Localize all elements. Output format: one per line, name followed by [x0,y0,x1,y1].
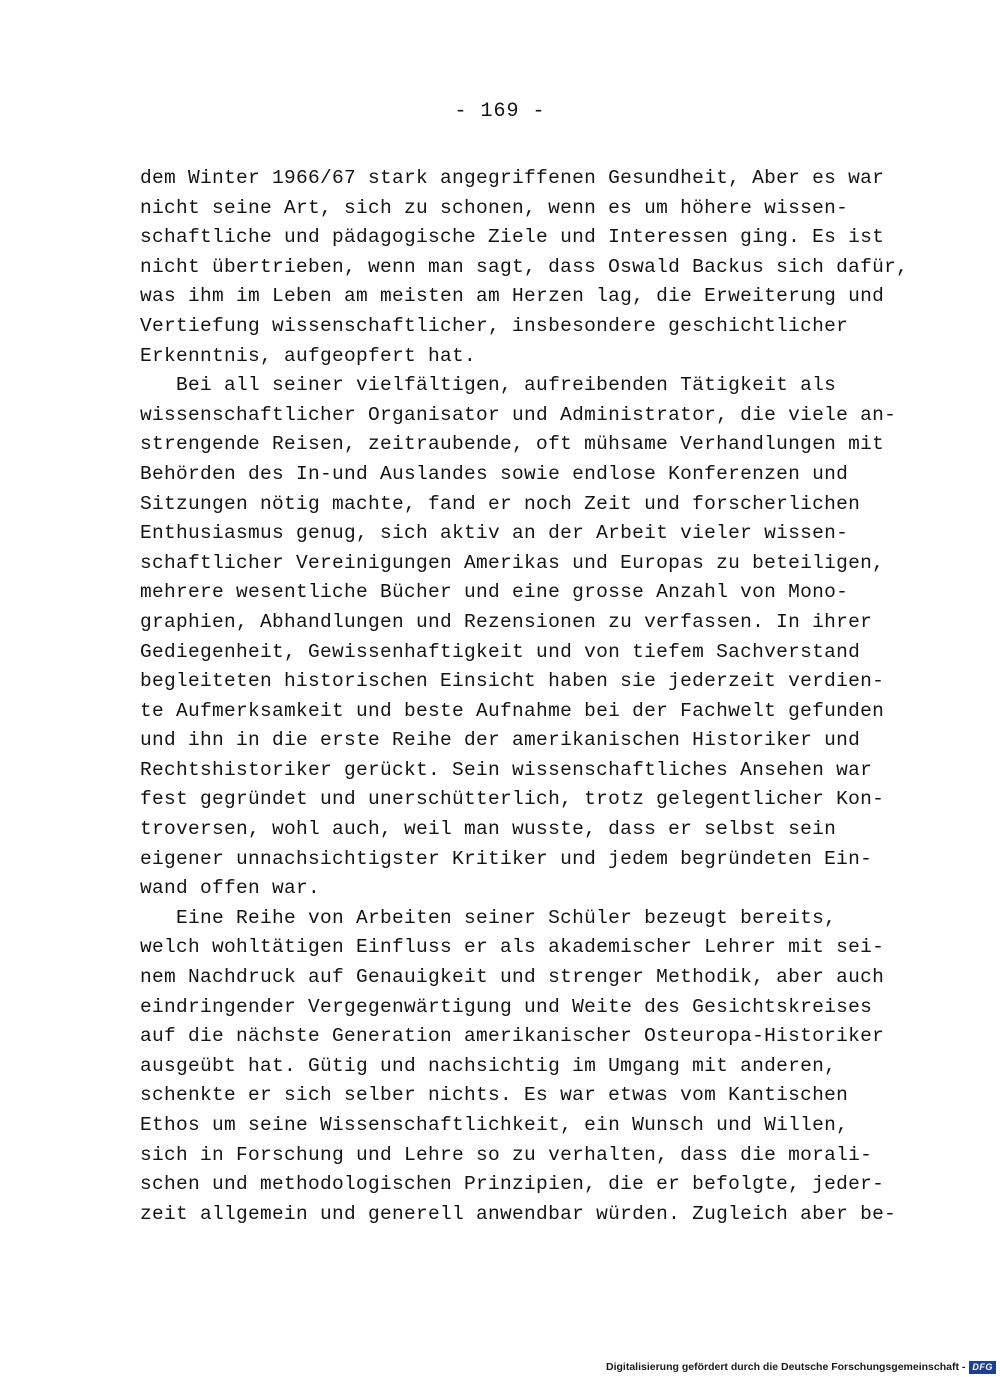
text-line: ausgeübt hat. Gütig und nachsichtig im Umgang mit anderen, [140,1054,837,1077]
text-line: zeit allgemein und generell anwendbar würden. Zugleich aber be- [140,1202,897,1225]
footer-text: Digitalisierung gefördert durch die Deutsche Forschungsgemeinschaft - [606,1361,966,1373]
text-line: schen und methodologischen Prinzipien, die er befolgte, jeder- [140,1173,885,1196]
text-line: und ihn in die erste Reihe der amerikanischen Historiker und [140,729,861,752]
text-line: eindringender Vergegenwärtigung und Weite des Gesichtskreises [140,995,873,1018]
text-line: te Aufmerksamkeit und beste Aufnahme bei der Fachwelt gefunden [140,699,885,722]
text-line: schenkte er sich selber nichts. Es war etwas vom Kantischen [140,1084,849,1107]
text-line: fest gegründet und unerschütterlich, trotz gelegentlicher Kon- [140,788,885,811]
text-line: Rechtshistoriker gerückt. Sein wissenschaftliches Ansehen war [140,758,873,781]
text-line: welch wohltätigen Einfluss er als akademischer Lehrer mit sei- [140,936,885,959]
text-line: mehrere wesentliche Bücher und eine grosse Anzahl von Mono- [140,581,849,604]
text-line: eigener unnachsichtigster Kritiker und jedem begründeten Ein- [140,847,873,870]
text-line: Enthusiasmus genug, sich aktiv an der Arbeit vieler wissen- [140,522,849,545]
text-line: sich in Forschung und Lehre so zu verhalten, dass die morali- [140,1143,873,1166]
text-line: begleiteten historischen Einsicht haben sie jederzeit verdien- [140,670,885,693]
text-line: Erkenntnis, aufgeopfert hat. [140,344,477,367]
digitization-footer [606,1359,996,1375]
dfg-logo-icon: DFG [969,1361,996,1374]
text-line: schaftliche und pädagogische Ziele und Interessen ging. Es ist [140,226,885,249]
text-line: Vertiefung wissenschaftlicher, insbesondere geschichtlicher [140,314,849,337]
text-line: nicht seine Art, sich zu schonen, wenn es um höhere wissen- [140,196,849,219]
text-line: auf die nächste Generation amerikanischer Osteuropa-Historiker [140,1025,885,1048]
text-line: schaftlicher Vereinigungen Amerikas und Europas zu beteiligen, [140,551,885,574]
text-line: Behörden des In-und Auslandes sowie endlose Konferenzen und [140,462,849,485]
text-line: Eine Reihe von Arbeiten seiner Schüler bezeugt bereits, [140,906,837,929]
text-line: wand offen war. [140,877,321,900]
text-line: was ihm im Leben am meisten am Herzen lag, die Erweiterung und [140,285,885,308]
text-line: nicht übertrieben, wenn man sagt, dass Oswald Backus sich dafür, [140,255,909,278]
text-line: Gediegenheit, Gewissenhaftigkeit und von tiefem Sachverstand [140,640,861,663]
text-line: Ethos um seine Wissenschaftlichkeit, ein Wunsch und Willen, [140,1114,849,1136]
text-line: graphien, Abhandlungen und Rezensionen zu verfassen. In ihrer [140,610,873,633]
text-line: Sitzungen nötig machte, fand er noch Zeit und forscherlichen [140,492,861,515]
text-line: troversen, wohl auch, weil man wusste, dass er selbst sein [140,818,837,841]
text-line: strengende Reisen, zeitraubende, oft mühsame Verhandlungen mit [140,433,885,456]
text-line: Bei all seiner vielfältigen, aufreibenden Tätigkeit als [140,374,837,397]
page-number: - 169 - [454,100,546,123]
text-line: nem Nachdruck auf Genauigkeit und strenger Methodik, aber auch [140,966,885,989]
body-text [140,164,930,1229]
text-line: wissenschaftlicher Organisator und Administrator, die viele an- [140,403,897,426]
text-line: dem Winter 1966/67 stark angegriffenen Gesundheit, Aber es war [140,167,885,189]
